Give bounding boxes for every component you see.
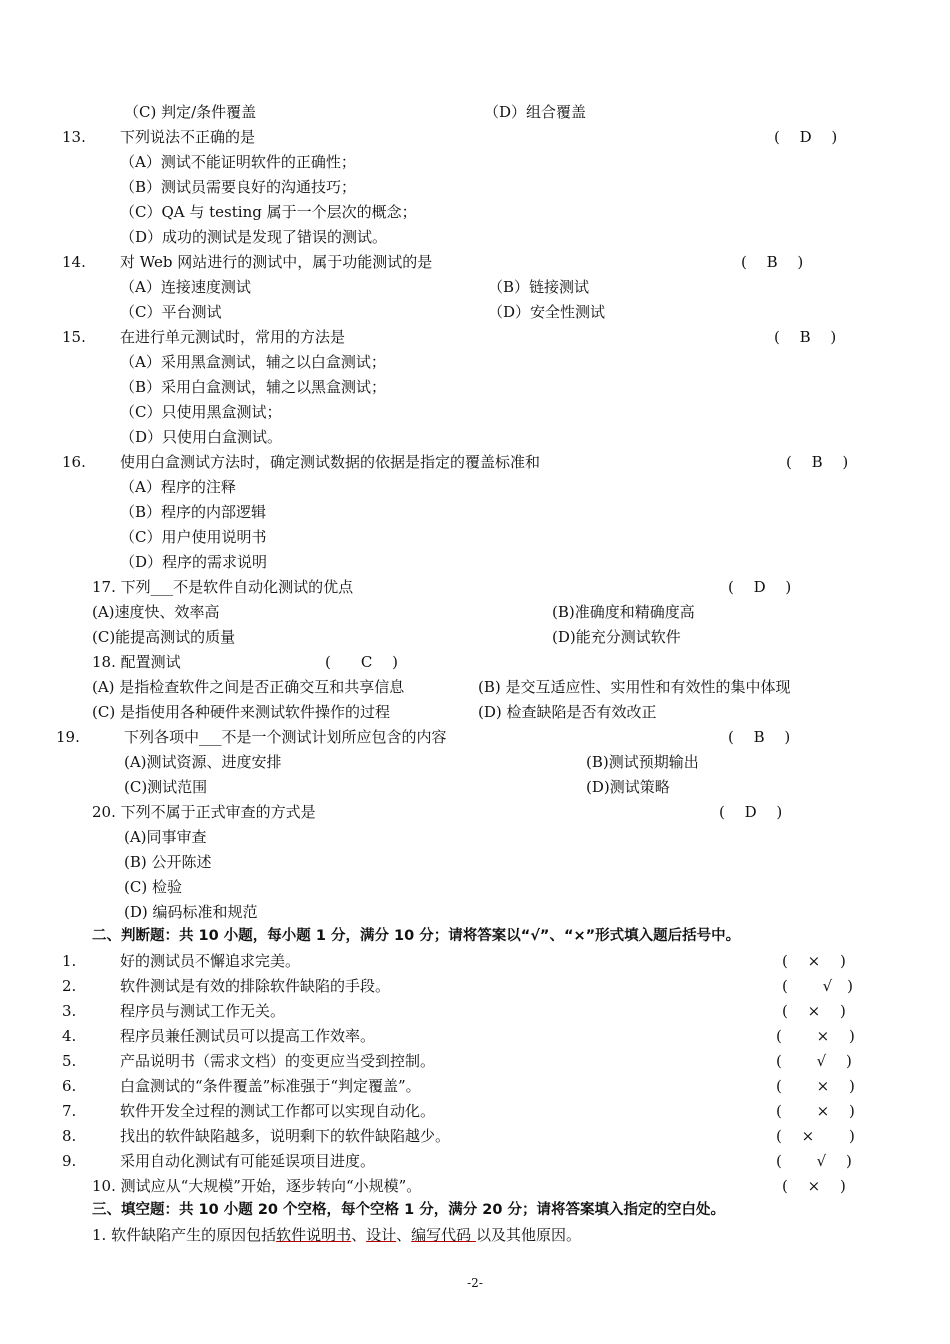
answer-blank: 软件说明书 — [276, 1226, 352, 1244]
option-text: （C) 判定/条件覆盖 — [124, 103, 257, 121]
separator: 、 — [351, 1226, 367, 1244]
question-stem: 17. 下列___不是软件自动化测试的优点 — [92, 578, 354, 596]
answer-bracket: ( D ) — [774, 128, 838, 146]
question-stem: 使用白盒测试方法时，确定测试数据的依据是指定的覆盖标准和 — [120, 453, 541, 471]
statement-text: 白盒测试的“条件覆盖”标准强于“判定覆盖”。 — [120, 1077, 421, 1095]
question-number: 1. — [62, 952, 77, 970]
question-stem: 18. 配置测试 — [92, 653, 181, 671]
option-text: （C）QA 与 testing 属于一个层次的概念； — [120, 203, 417, 221]
option-text: （C）用户使用说明书 — [120, 528, 267, 546]
question-number: 9. — [62, 1152, 77, 1170]
answer-bracket: ( × ) — [776, 1077, 855, 1095]
statement-text: 好的测试员不懈追求完美。 — [120, 952, 301, 970]
question-number: 5. — [62, 1052, 77, 1070]
answer-bracket: ( × ) — [776, 1102, 855, 1120]
answer-bracket: ( C ) — [325, 653, 398, 671]
question-number: 16. — [62, 453, 86, 471]
option-text: (A)测试资源、进度安排 — [124, 753, 282, 771]
option-text: (B) 公开陈述 — [124, 853, 212, 871]
option-text: （D）安全性测试 — [488, 303, 606, 321]
answer-bracket: ( √ ) — [776, 1052, 852, 1070]
option-text: (D) 编码标准和规范 — [124, 903, 258, 921]
statement-text: 软件开发全过程的测试工作都可以实现自动化。 — [120, 1102, 436, 1120]
option-text: （B）采用白盒测试，辅之以黑盒测试； — [120, 378, 387, 396]
statement-text: 10. 测试应从“大规模”开始，逐步转向“小规模”。 — [92, 1177, 422, 1195]
statement-text: 软件测试是有效的排除软件缺陷的手段。 — [120, 977, 391, 995]
option-text: （A）测试不能证明软件的正确性； — [120, 153, 356, 171]
statement-text: 采用自动化测试有可能延误项目进度。 — [120, 1152, 376, 1170]
answer-bracket: ( D ) — [719, 803, 783, 821]
answer-bracket: ( × ) — [776, 1027, 855, 1045]
question-number: 3. — [62, 1002, 77, 1020]
option-text: (C)能提高测试的质量 — [92, 628, 236, 646]
question-number: 8. — [62, 1127, 77, 1145]
option-text: （D）成功的测试是发现了错误的测试。 — [120, 228, 388, 246]
option-text: （B）程序的内部逻辑 — [120, 503, 267, 521]
answer-blank: 编写代码 — [411, 1226, 476, 1244]
answer-bracket: ( √ ) — [782, 977, 854, 995]
question-text: 1. 软件缺陷产生的原因包括 — [92, 1226, 277, 1244]
fill-in-question — [92, 1225, 581, 1245]
option-text: (D)能充分测试软件 — [552, 628, 681, 646]
question-stem: 在进行单元测试时，常用的方法是 — [120, 328, 346, 346]
option-text: (C)测试范围 — [124, 778, 208, 796]
question-stem: 对 Web 网站进行的测试中，属于功能测试的是 — [120, 253, 433, 271]
option-text: (C) 检验 — [124, 878, 182, 896]
option-text: （A）连接速度测试 — [120, 278, 251, 296]
statement-text: 程序员兼任测试员可以提高工作效率。 — [120, 1027, 376, 1045]
answer-bracket: ( B ) — [774, 328, 837, 346]
answer-bracket: ( B ) — [728, 728, 791, 746]
answer-bracket: ( × ) — [776, 1127, 855, 1145]
option-text: （C）只使用黑盒测试； — [120, 403, 282, 421]
option-text: （A）程序的注释 — [120, 478, 236, 496]
option-text: （C）平台测试 — [120, 303, 222, 321]
option-text: （D）程序的需求说明 — [120, 553, 268, 571]
question-stem: 下列说法不正确的是 — [120, 128, 256, 146]
question-stem: 下列各项中___不是一个测试计划所应包含的内容 — [124, 728, 447, 746]
option-text: (A) 是指检查软件之间是否正确交互和共享信息 — [92, 678, 405, 696]
option-text: (A)同事审查 — [124, 828, 207, 846]
answer-bracket: ( B ) — [786, 453, 849, 471]
separator: 、 — [396, 1226, 412, 1244]
answer-bracket: ( × ) — [782, 1177, 846, 1195]
option-text: (D) 检查缺陷是否有效改正 — [478, 703, 657, 721]
option-text: (D)测试策略 — [586, 778, 670, 796]
answer-bracket: ( × ) — [782, 1002, 846, 1020]
answer-blank: 设计 — [366, 1226, 397, 1244]
section-heading: 三、填空题：共 10 小题 20 个空格，每个空格 1 分，满分 20 分；请将答案填入指定的空白处。 — [92, 1202, 726, 1218]
question-number: 15. — [62, 328, 86, 346]
question-text: 以及其他原因。 — [475, 1226, 581, 1244]
question-number: 2. — [62, 977, 77, 995]
question-number: 7. — [62, 1102, 77, 1120]
option-text: （D）只使用白盒测试。 — [120, 428, 283, 446]
answer-bracket: ( D ) — [728, 578, 792, 596]
statement-text: 找出的软件缺陷越多，说明剩下的软件缺陷越少。 — [120, 1127, 451, 1145]
question-number: 4. — [62, 1027, 77, 1045]
question-number: 19. — [56, 728, 80, 746]
question-stem: 20. 下列不属于正式审查的方式是 — [92, 803, 316, 821]
question-number: 14. — [62, 253, 86, 271]
page-number: -2- — [467, 1276, 483, 1290]
option-text: (C) 是指使用各种硬件来测试软件操作的过程 — [92, 703, 390, 721]
option-text: （B）链接测试 — [488, 278, 590, 296]
option-text: (B)准确度和精确度高 — [552, 603, 695, 621]
question-number: 6. — [62, 1077, 77, 1095]
answer-bracket: ( B ) — [741, 253, 804, 271]
option-text: （D）组合覆盖 — [484, 103, 587, 121]
question-number: 13. — [62, 128, 86, 146]
option-text: （B）测试员需要良好的沟通技巧； — [120, 178, 357, 196]
statement-text: 程序员与测试工作无关。 — [120, 1002, 286, 1020]
answer-bracket: ( √ ) — [776, 1152, 852, 1170]
section-heading: 二、判断题：共 10 小题，每小题 1 分，满分 10 分；请将答案以“√”、“×”形式填入题后括号中。 — [92, 928, 741, 944]
answer-bracket: ( × ) — [782, 952, 846, 970]
option-text: (B) 是交互适应性、实用性和有效性的集中体现 — [478, 678, 791, 696]
option-text: （A）采用黑盒测试，辅之以白盒测试； — [120, 353, 386, 371]
statement-text: 产品说明书（需求文档）的变更应当受到控制。 — [120, 1052, 436, 1070]
option-text: (A)速度快、效率高 — [92, 603, 220, 621]
option-text: (B)测试预期输出 — [586, 753, 699, 771]
